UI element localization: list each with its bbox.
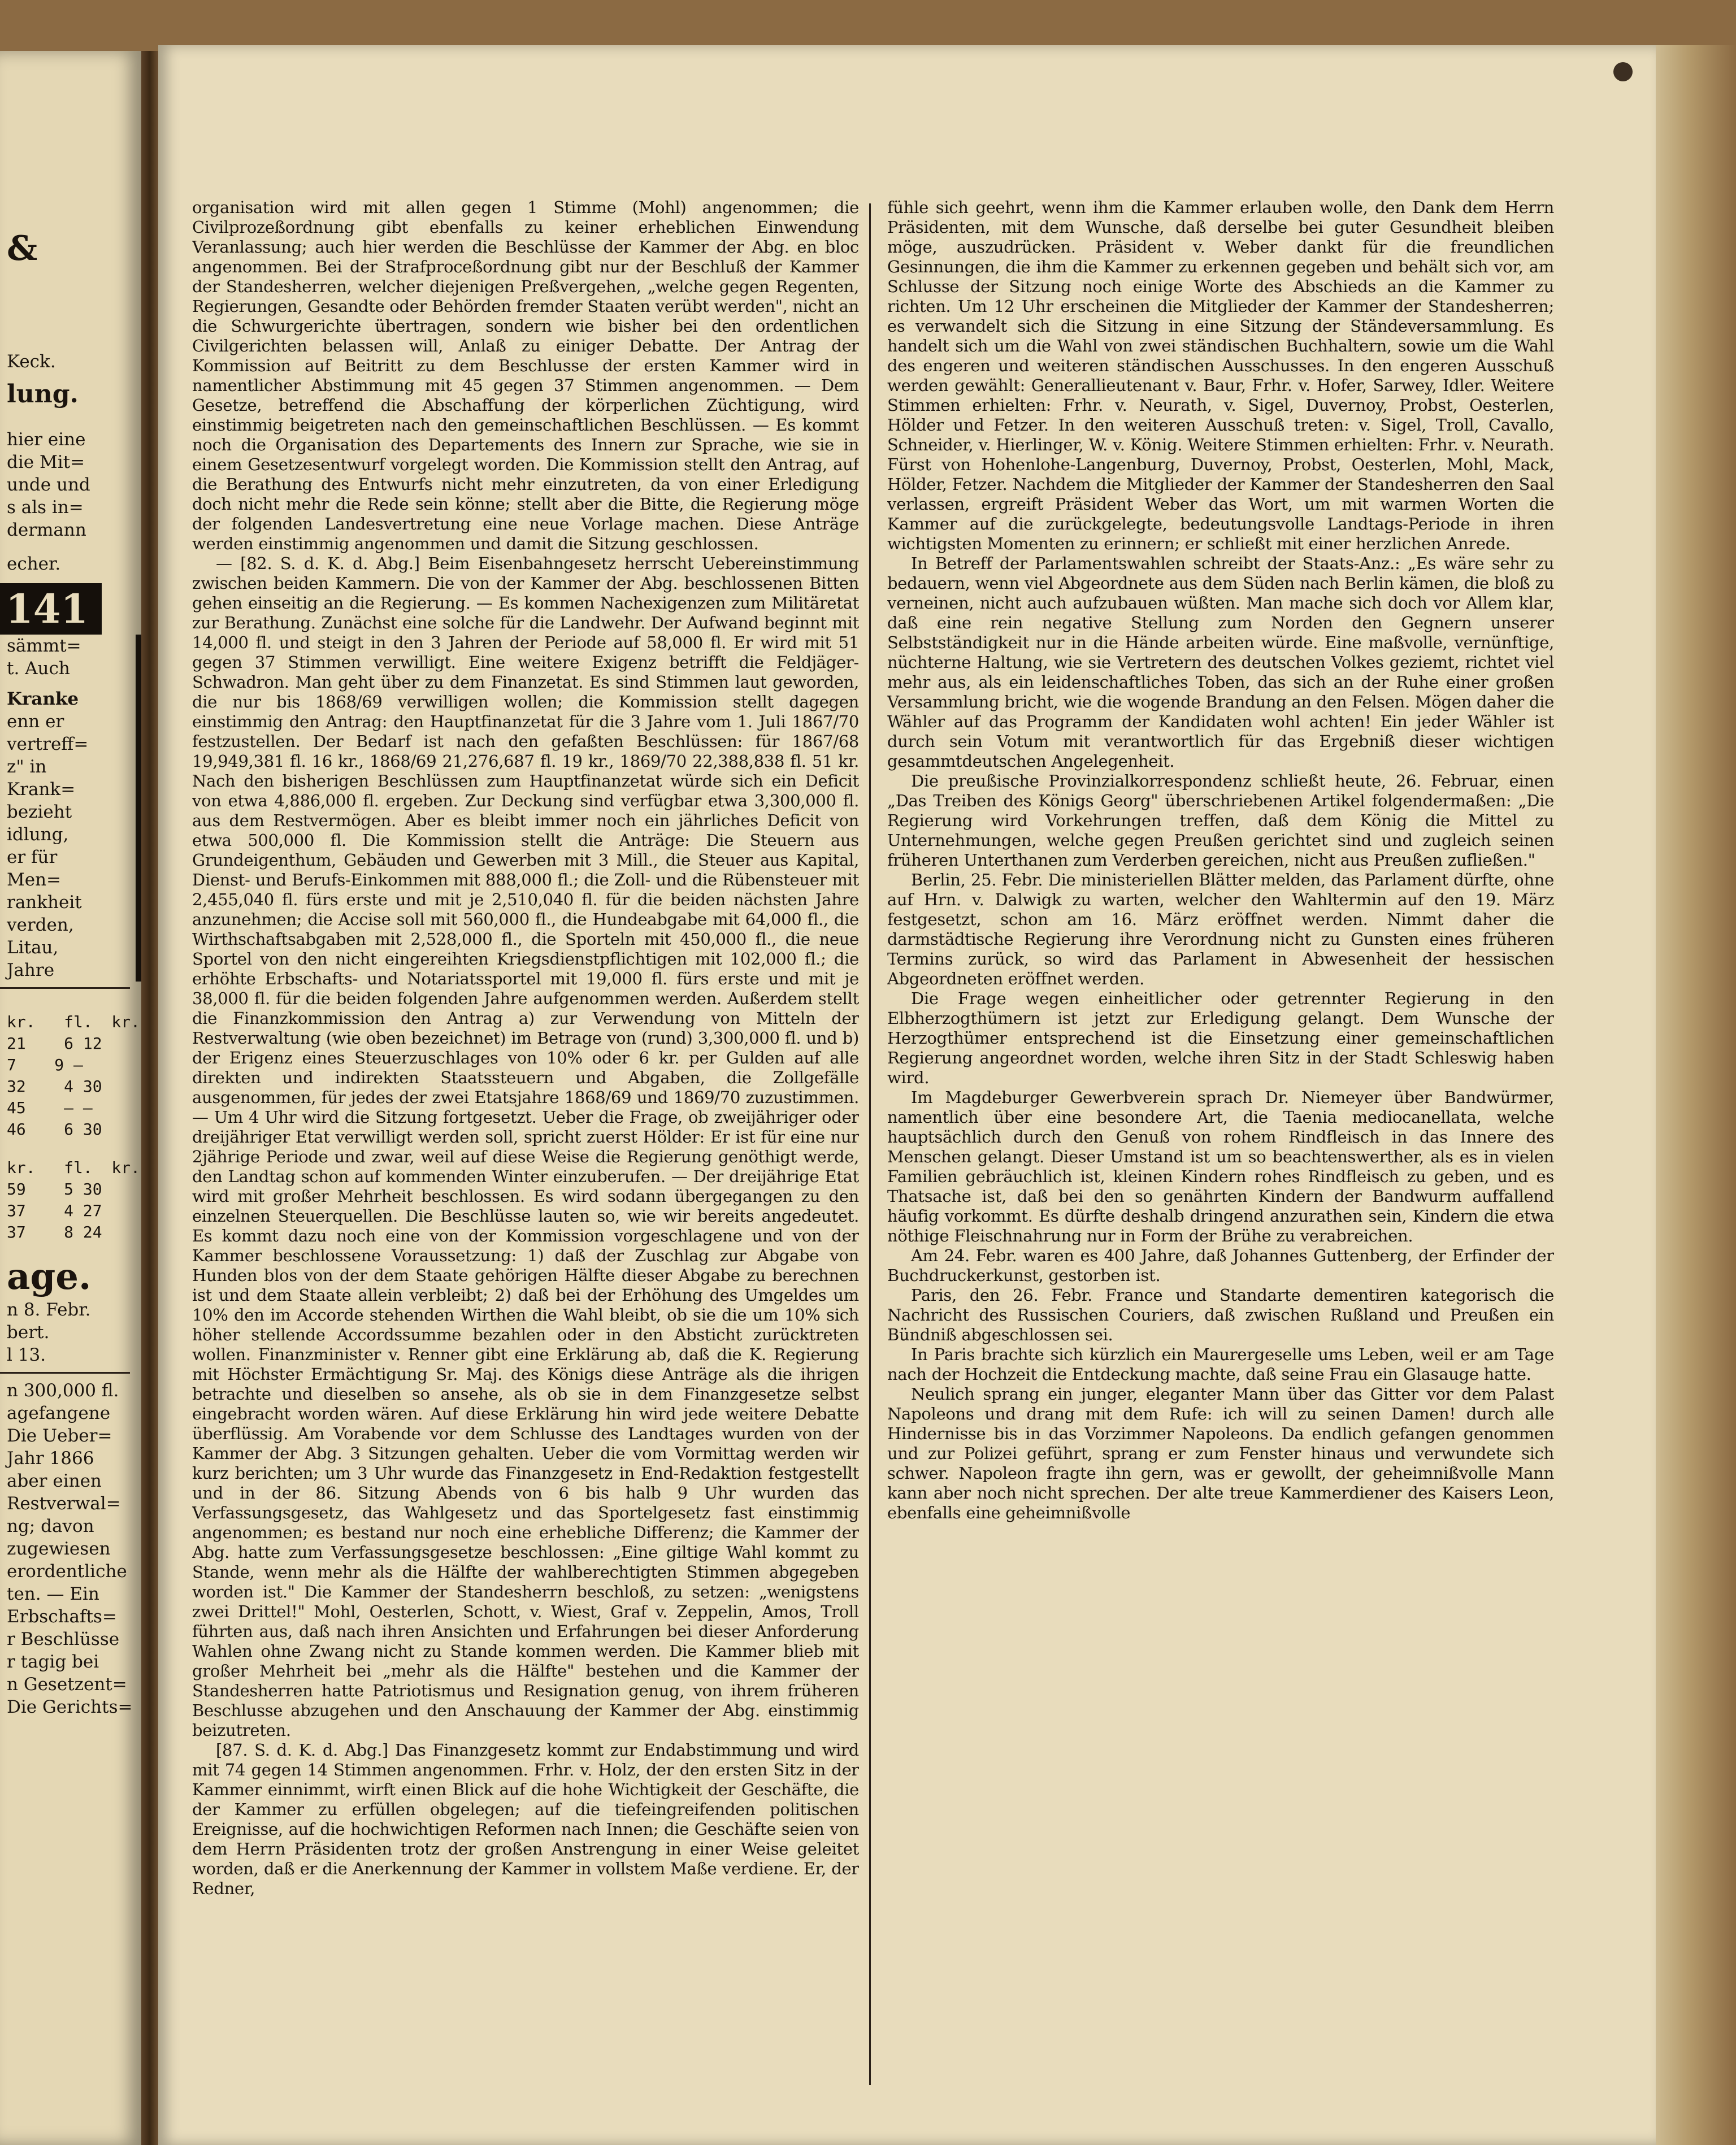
page-edge	[1656, 45, 1736, 2145]
newspaper-page	[158, 45, 1656, 2145]
box-line: vertreff=	[7, 734, 89, 754]
left-fragment: unde und	[7, 475, 90, 495]
box-line: Men=	[7, 870, 62, 890]
box-line: t. Auch	[7, 658, 70, 679]
article-paragraph: [87. S. d. K. d. Abg.] Das Finanzgesetz kommt zur Endabstimmung und wird mit 74 gegen 14 Stimmen angenommen. Frhr. v. Holz, der den ersten Sitz in der Kammer einnimmt, wirft einen Blick auf die hohe Wichtigkeit der Geschäfte, die der Kammer zu erfüllen obgelegen; auf die tiefeingreifenden politischen Ereignisse, auf die hochwichtigen Reformen nach Innen; die Geschäfte seien von dem Herrn Präsidenten trotz der großen Anstrengung in einer Weise geleitet worden, daß er die Anerkennung der Kammer in vollstem Maße verdiene. Er, der Redner,	[192, 1740, 859, 1898]
left-fragment: Jahr 1866	[7, 1448, 94, 1469]
table-row: 46 6 30	[7, 1120, 102, 1139]
box-line: er für	[7, 847, 58, 867]
left-fragment: Restverwal=	[7, 1493, 121, 1514]
table-row: 59 5 30	[7, 1180, 102, 1199]
left-fragment: ng; davon	[7, 1516, 94, 1536]
article-paragraph: Im Magdeburger Gewerbverein sprach Dr. Niemeyer über Bandwürmer, namentlich über eine besondere Art, die Taenia mediocanellata, welche hauptsächlich durch den Genuß von rohem Rindfleisch in das Innere des Menschen gelangt. Dieser Umstand ist um so beachtenswerther, als es in vielen Familien gebräuchlich ist, kleinen Kindern rohes Rindfleisch zu geben, und es Thatsache ist, daß bei den so genährten Kindern der Bandwurm auffallend häufig vorkommt. Es dürfte deshalb dringend anzurathen sein, Kindern die etwa nöthige Fleischnahrung nur in Form der Brühe zu verabreichen.	[887, 1088, 1554, 1245]
column-right	[887, 198, 1554, 2130]
article-paragraph: Am 24. Febr. waren es 400 Jahre, daß Johannes Guttenberg, der Erfinder der Buchdruckerkunst, gestorben ist.	[887, 1246, 1554, 1285]
left-fragment: echer.	[7, 554, 61, 574]
table-header: kr. fl. kr.	[7, 1158, 141, 1177]
article-paragraph: Berlin, 25. Febr. Die ministeriellen Blätter melden, das Parlament dürfte, ohne auf Hrn. v. Dalwigk zu warten, welcher den Wahltermin auf den 19. März festgesetzt, schon am 16. März eröffnet werden. Nimmt daher die darmstädtische Regierung ihre Verordnung nicht zu Gunsten eines früheren Termins zurück, so wird das Parlament in Abwesenheit der hessischen Abgeordneten eröffnet werden.	[887, 870, 1554, 988]
box-line: verden,	[7, 915, 74, 935]
article-paragraph: Die preußische Provinzialkorrespondenz schließt heute, 26. Februar, einen „Das Treiben des Königs Georg" überschriebenen Artikel folgendermaßen: „Die Regierung wird Vorkehrungen treffen, daß dem König die Mittel zu Unternehmungen, welche gegen Preußen gerichtet sind und zugleich seinen früheren Unterthanen zum Verderben gereichen, nicht aus Preußen zufließen."	[887, 771, 1554, 870]
table-row: 7 9 —	[7, 1056, 83, 1074]
binding-hole	[1613, 62, 1633, 81]
article-paragraph: In Betreff der Parlamentswahlen schreibt der Staats-Anz.: „Es wäre sehr zu bedauern, wenn viel Abgeordnete aus dem Süden nach Berlin kämen, die bloß zu verneinen, nicht auch aufzubauen wüßten. Man mache sich doch vor Allem klar, daß eine rein negative Stellung zum Norden den Gegnern unserer Selbstständigkeit nur in die Hände arbeiten würde. Eine maßvolle, vernünftige, nüchterne Haltung, wie sie Vertretern des deutschen Volkes geziemt, richtet viel mehr aus, als ein leidenschaftliches Toben, das sich an der Ruhe einer großen Versammlung bricht, wie die wogende Brandung an den Felsen. Mögen daher die Wähler auf das Programm der Kandidaten wohl achten! Ein jeder Wähler ist durch sein Votum mit verantwortlich für das Ergebniß dieser wichtigen gesammtdeutschen Angelegenheit.	[887, 554, 1554, 771]
column-left	[192, 198, 859, 2130]
table-row: 45 — —	[7, 1098, 93, 1117]
table-row: 37 8 24	[7, 1223, 102, 1241]
left-fragment: aber einen	[7, 1471, 102, 1491]
box-number: 141	[0, 583, 102, 635]
left-page-fragment	[0, 51, 141, 2145]
left-fragment: r Beschlüsse	[7, 1629, 120, 1649]
article-paragraph: In Paris brachte sich kürzlich ein Maurergeselle ums Leben, weil er am Tage nach der Hochzeit die Entdeckung machte, daß seine Frau ein Glasauge hatte.	[887, 1345, 1554, 1384]
left-fragment: Die Gerichts=	[7, 1697, 133, 1717]
left-fragment: lung.	[7, 380, 79, 409]
left-fragment: r tagig bei	[7, 1652, 99, 1672]
box-line: Litau,	[7, 937, 59, 958]
article-paragraph: Die Frage wegen einheitlicher oder getrennter Regierung in den Elbherzogthümern ist jetzt zur Erledigung gelangt. Dem Wunsche der Herzogthümer entsprechend ist die Einsetzung einer gemeinschaftlichen Regierung angeordnet worden, welche ihren Sitz in der Stadt Schleswig haben wird.	[887, 989, 1554, 1087]
left-fragment: dermann	[7, 520, 86, 540]
left-fragment: bert.	[7, 1322, 50, 1343]
box-line: idlung,	[7, 824, 69, 845]
box-line: sämmt=	[7, 636, 81, 656]
left-fragment: n Gesetzent=	[7, 1674, 127, 1695]
left-fragment: s als in=	[7, 497, 84, 518]
left-fragment: die Mit=	[7, 452, 85, 472]
box-line: z" in	[7, 757, 47, 777]
table-header: kr. fl. kr.	[7, 1013, 141, 1031]
left-fragment: erordentliche	[7, 1561, 127, 1582]
left-fragment: ten. — Ein	[7, 1584, 99, 1604]
left-fragment: l 13.	[7, 1345, 46, 1365]
article-paragraph: Neulich sprang ein junger, eleganter Mann über das Gitter vor dem Palast Napoleons und drang mit dem Rufe: ich will zu seinen Damen! durch alle Hindernisse bis in das Vorzimmer Napoleons. Da endlich gefangen genommen und zur Polizei geführt, sprang er zum Fenster hinaus und verwundete sich schwer. Napoleon fragte ihn gern, was er gewollt, der geheimnißvolle Mann kann aber noch nicht sprechen. Der alte treue Kammerdiener des Kaisers Leon, ebenfalls eine geheimnißvolle	[887, 1384, 1554, 1522]
left-heading: age.	[7, 1256, 92, 1298]
article-paragraph: organisation wird mit allen gegen 1 Stimme (Mohl) angenommen; die Civilprozeßordnung gibt ebenfalls zu keiner erheblichen Einwendung Veranlassung; auch hier werden die Beschlüsse der Kammer der Abg. en bloc angenommen. Bei der Strafproceßordnung gibt nur der Beschluß der Kammer der Standesherren, welcher diejenigen Preßvergehen, „welche gegen Regenten, Regierungen, Gesandte oder Behörden fremder Staaten verübt werden", nicht an die Schwurgerichte übertragen, sondern wie bisher bei den ordentlichen Civilgerichten belassen will, Anlaß zu einiger Debatte. Der Antrag der Kommission auf Beitritt zu dem Beschlusse der ersten Kammer wird in namentlicher Abstimmung mit 45 gegen 37 Stimmen angenommen. — Dem Gesetze, betreffend die Abschaffung der körperlichen Züchtigung, wird einstimmig beigetreten nach den gemeinschaftlichen Beschlüssen. — Es kommt noch die Organisation des Departements des Innern zur Sprache, wie sie in einem Gesetzesentwurf vorgelegt worden. Die Kommission stellt den Antrag, auf die Berathung des Entwurfs nicht mehr einzutreten, da von einer Erledigung doch nicht mehr die Rede sein könne; stellt aber die Bitte, die Regierung möge der folgenden Landesvertretung eine neue Vorlage machen. Diese Anträge werden einstimmig angenommen und damit die Sitzung geschlossen.	[192, 198, 859, 553]
table-row: 37 4 27	[7, 1201, 102, 1220]
boxed-ad	[0, 635, 141, 982]
divider	[0, 987, 130, 989]
box-line: Krank=	[7, 779, 76, 800]
article-paragraph: Paris, den 26. Febr. France und Standarte dementiren kategorisch die Nachricht des Russischen Couriers, daß zwischen Rußland und Preußen ein Bündniß abgeschlossen sei.	[887, 1286, 1554, 1344]
divider	[0, 1372, 130, 1374]
article-paragraph: — [82. S. d. K. d. Abg.] Beim Eisenbahngesetz herrscht Uebereinstimmung zwischen beiden Kammern. Die von der Kammer der Abg. beschlossenen Bitten gehen einseitig an die Regierung. — Es kommen Nachexigenzen zum Militäretat zur Berathung. Zunächst eine solche für die Landwehr. Der Aufwand beginnt mit 14,000 fl. und steigt in den 3 Jahren der Periode auf 58,000 fl. Er wird mit 51 gegen 37 Stimmen verwilligt. Eine weitere Exigenz betrifft die Feldjäger-Schwadron. Man geht über zu dem Finanzetat. Es sind Stimmen laut geworden, die nur bis 1868/69 verwilligen wollen; die Kommission stellt dagegen einstimmig den Antrag: den Hauptfinanzetat für die 3 Jahre vom 1. Juli 1867/70 festzustellen. Der Bedarf ist nach den gefaßten Beschlüssen: für 1867/68 19,949,381 fl. 16 kr., 1868/69 21,276,687 fl. 19 kr., 1869/70 22,388,838 fl. 51 kr. Nach den bisherigen Beschlüssen zum Hauptfinanzetat würde sich ein Deficit von etwa 4,886,000 fl. ergeben. Zur Deckung sind verfügbar etwa 3,300,000 fl. aus dem Restvermögen. Aber es bleibt immer noch ein jährliches Deficit von etwa 500,000 fl. Die Kommission stellt die Anträge: Die Steuern aus Grundeigenthum, Gebäuden und Gewerben mit 3 Mill., die Steuer aus Kapital, Dienst- und Berufs-Einkommen mit 888,000 fl.; die Zoll- und die Rübensteuer mit 2,455,040 fl. fürs erste und mit je 2,510,040 fl. für die beiden nächsten Jahre anzunehmen; die Accise soll mit 560,000 fl., die Hundeabgabe mit 64,000 fl., die Wirthschaftsabgaben mit 2,528,000 fl., die Sporteln mit 450,000 fl., die neue Sportel von den nicht eingereihten Kriegsdienstpflichtigen mit 102,000 fl.; die erhöhte Erbschafts- und Notariatssportel mit 19,000 fl. fürs erste und mit je 38,000 fl. für die beiden folgenden Jahre aufgenommen werden. Außerdem stellt die Finanzkommission den Antrag a) zur Verwendung von Mitteln der Restverwaltung (wie oben bezeichnet) im Betrage von (rund) 3,300,000 fl. und b) der Erigenz eines Steuerzuschlages von 10% oder 6 kr. per Gulden auf alle direkten und indirekten Staatssteuern und Abgaben, die Zollgefälle ausgenommen, für jedes der zwei Etatsjahre 1868/69 und 1869/70 zuzustimmen. — Um 4 Uhr wird die Sitzung fortgesetzt. Ueber die Frage, ob zweijähriger oder dreijähriger Etat verwilligt werden soll, spricht zuerst Hölder: Er ist für eine nur 2jährige Periode und zwar, weil auf diese Weise die Regierung genöthigt werde, den Landtag schon auf kommenden Winter einzuberufen. — Der dreijährige Etat wird mit großer Mehrheit beschlossen. Es wird sodann übergegangen zu den einzelnen Steuerquellen. Die Beschlüsse lauten so, wie wir bereits angedeutet. Es kommt dazu noch eine von der Kommission vorgeschlagene und von der Kammer beschlossene Voraussetzung: 1) daß der Zuschlag zur Abgabe von Hunden blos von der dem Staate gehörigen Hälfte dieser Abgabe zu berechnen ist und dem Staate allein verbleibt; 2) daß bei der Erhöhung des Umgeldes um 10% den im Accorde stehenden Wirthen die Wahl bleibt, ob sie die um 10% sich höher stellende Accordssumme bezahlen oder in den Absticht zurücktreten wollen. Finanzminister v. Renner gibt eine Erklärung ab, daß die K. Regierung mit Höchster Ermächtigung Sr. Maj. des Königs diese Anträge als die ihrigen betrachte und dieselben so ansehe, als ob sie in dem Finanzgesetze selbst eingebracht worden wären. Auf diese Erklärung hin wird jede weitere Debatte überflüssig. Am Vorabende vor dem Schlusse des Landtages wurden von der Kammer der Abg. 3 Sitzungen gehalten. Ueber die vom Vormittag werden wir kurz berichten; um 3 Uhr wurde das Finanzgesetz in End-Redaktion festgestellt und in der 86. Sitzung Abends von 6 bis halb 9 Uhr wurden das Verfassungsgesetz, das Wahlgesetz und das Sportelgesetz fast einstimmig angenommen; es bestand nur noch eine erhebliche Differenz; die Kammer der Abg. hatte zum Verfassungsgesetze beschlossen: „Eine giltige Wahl kommt zu Stande, wenn mehr als die Hälfte der wahlberechtigten Stimmen abgegeben worden ist." Die Kammer der Standesherrn beschloß, zu setzen: „wenigstens zwei Drittel!" Mohl, Oesterlen, Schott, v. Wiest, Graf v. Zeppelin, Amos, Troll führten aus, daß nach ihren Ansichten und Erfahrungen bei dieser Anforderung Wahlen ohne Zwang nicht zu Stande kommen werden. Die Kammer blieb mit großer Mehrheit bei „mehr als die Hälfte" bestehen und die Kammer der Standesherren hatte Patriotismus und Resignation genug, von ihrem früheren Beschlusse abzugehen und den Anschauung der Kammer der Abg. einstimmig beizutreten.	[192, 554, 859, 1740]
table-row: 32 4 30	[7, 1077, 102, 1096]
left-fragment: Die Ueber=	[7, 1426, 112, 1446]
box-line: rankheit	[7, 892, 82, 913]
article-paragraph: fühle sich geehrt, wenn ihm die Kammer erlauben wolle, den Dank dem Herrn Präsidenten, mit dem Wunsche, daß derselbe bei guter Gesundheit bleiben möge, auszudrücken. Präsident v. Weber dankt für die freundlichen Gesinnungen, die ihm die Kammer zu erkennen gegeben und behält sich vor, am Schlusse der Sitzung noch einige Worte des Abschieds an die Kammer zu richten. Um 12 Uhr erscheinen die Mitglieder der Kammer der Standesherren; es verwandelt sich die Sitzung in eine Sitzung der Ständeversammlung. Es handelt sich um die Wahl von zwei ständischen Buchhaltern, sowie um die Wahl des engeren und weiteren ständischen Ausschusses. In den engeren Ausschuß werden gewählt: Generallieutenant v. Baur, Frhr. v. Hofer, Sarwey, Idler. Weitere Stimmen erhielten: Frhr. v. Neurath, v. Sigel, Duvernoy, Probst, Oesterlen, Hölder und Fetzer. In den weiteren Ausschuß treten: v. Sigel, Troll, Cavallo, Schneider, v. Hierlinger, W. v. König. Weitere Stimmen erhielten: Frhr. v. Neurath. Fürst von Hohenlohe-Langenburg, Duvernoy, Probst, Oesterlen, Mohl, Mack, Hölder, Fetzer. Nachdem die Mitglieder der Kammer der Standesherren den Saal verlassen, ergreift Präsident Weber das Wort, um mit warmen Worten die Kammer auf die zurückgelegte, bedeutungsvolle Landtags-Periode in ihren wichtigsten Momenten zu erinnern; er schließt mit einer herzlichen Anrede.	[887, 198, 1554, 553]
left-fragment: n 8. Febr.	[7, 1300, 91, 1320]
left-fragment: agefangene	[7, 1403, 111, 1423]
left-fragment: Keck.	[7, 351, 56, 372]
left-fragment: Erbschafts=	[7, 1606, 117, 1627]
column-rule	[869, 203, 871, 2085]
book-gutter	[141, 51, 158, 2145]
left-fragment: hier eine	[7, 429, 86, 450]
left-fragment: zugewiesen	[7, 1539, 111, 1559]
table-row: 21 6 12	[7, 1034, 102, 1053]
left-fragment: n 300,000 fl.	[7, 1380, 119, 1401]
box-line: bezieht	[7, 802, 72, 822]
box-line: enn er	[7, 711, 64, 732]
left-fragment: &	[7, 229, 38, 268]
box-line: Jahre	[7, 960, 55, 980]
box-line: Kranke	[7, 689, 79, 709]
